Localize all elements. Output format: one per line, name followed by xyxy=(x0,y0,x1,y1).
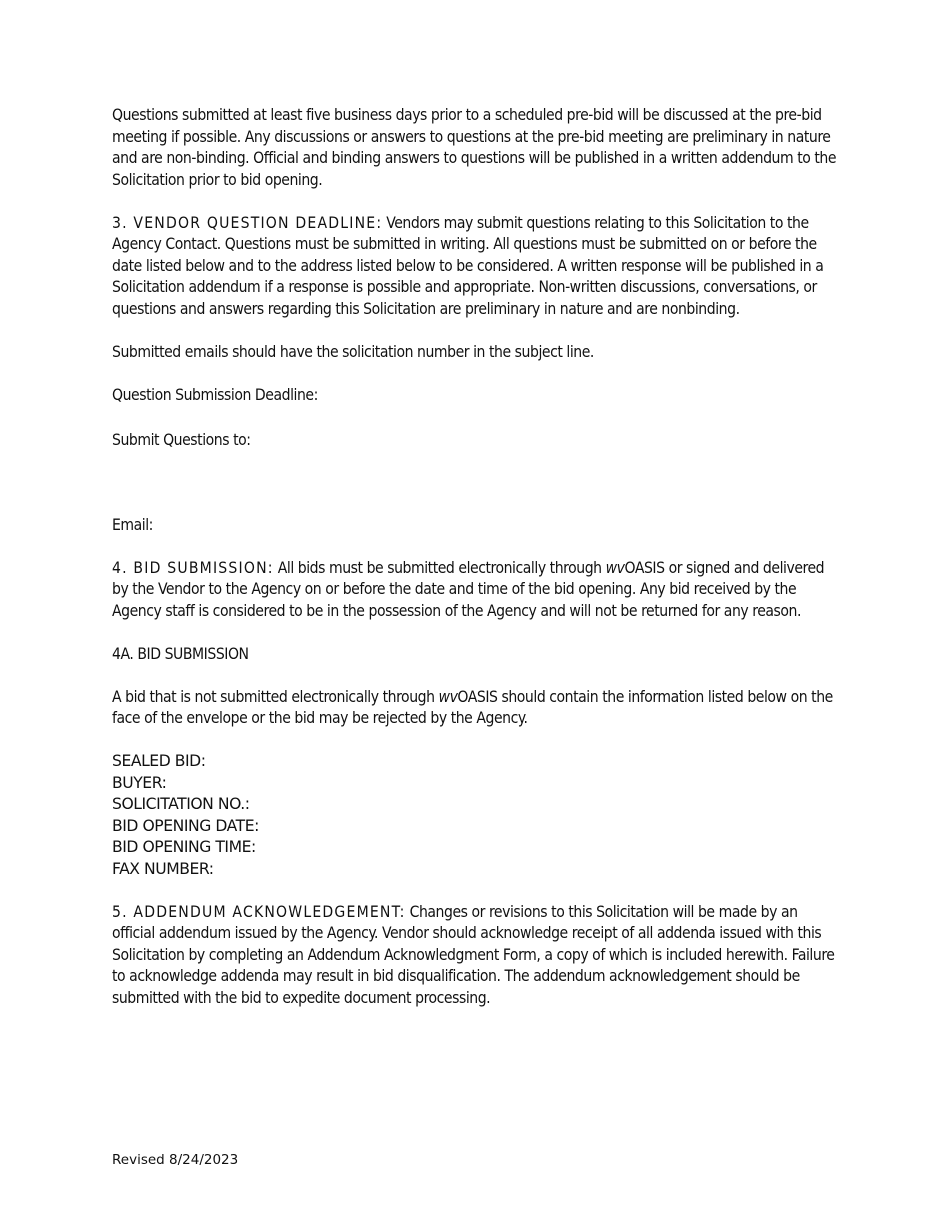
submit-questions-label: Submit Questions to: xyxy=(112,431,251,449)
section-4-heading: 4. BID SUBMISSION: xyxy=(112,558,274,577)
envelope-field: BID OPENING TIME: xyxy=(112,838,256,856)
section-4a-paragraph xyxy=(112,688,833,728)
envelope-field: SOLICITATION NO.: xyxy=(112,795,250,813)
section-5-heading: 5. ADDENDUM ACKNOWLEDGEMENT: xyxy=(112,902,406,921)
envelope-field: BID OPENING DATE: xyxy=(112,816,259,835)
section-3-heading: 3. VENDOR QUESTION DEADLINE: xyxy=(112,213,383,232)
revision-footer: Revised 8/24/2023 xyxy=(112,1152,239,1168)
section-4-body-before: All bids must be submitted electronically through xyxy=(273,558,606,577)
intro-paragraph xyxy=(112,106,836,189)
section-4-oasis: OASIS xyxy=(624,558,665,577)
envelope-field: FAX NUMBER: xyxy=(112,859,214,878)
section-4a-wv: wv xyxy=(438,687,458,706)
section-4-wv: wv xyxy=(605,558,625,577)
section-4-body-after: or signed and delivered by the Vendor to the Agency on or before the date and time of the bid opening. Any bid received by the Agency staff is considered to be in the possession of the Agency and will not be returned for any reason. xyxy=(112,558,825,620)
document-body xyxy=(112,105,840,1009)
section-4a-body-after: should contain the information listed below on the face of the envelope or the bid may be rejected by the Agency. xyxy=(112,687,833,727)
section-5-body: Changes or revisions to this Solicitation will be made by an official addendum issued by the Agency. Vendor should acknowledge receipt of all addenda issued with this Solicitation by completing an Addendum Acknowledgment Form, a copy of which is included herewith. Failure to acknowledge addenda may result in bid disqualification. The addendum acknowledgement should be submitted with the bid to expedite document processing. xyxy=(112,902,835,1007)
question-deadline-label: Question Submission Deadline: xyxy=(112,385,318,404)
section-5-paragraph xyxy=(112,903,835,1007)
section-4a-heading: 4A. BID SUBMISSION xyxy=(112,644,249,663)
envelope-field: SEALED BID: xyxy=(112,752,206,770)
intro-text: Questions submitted at least five business days prior to a scheduled pre-bid will be discussed at the pre-bid meeting if possible. Any discussions or answers to questions at the pre-bid meeting are preliminary in nature and are non-binding. Official and binding answers to questions will be published in a written addendum to the Solicitation prior to bid opening. xyxy=(112,106,837,189)
section-3-body: Vendors may submit questions relating to this Solicitation to the Agency Contact. Questions must be submitted in writing. All questions must be submitted on or before the date listed below and to the address listed below to be considered. A written response will be published in a Solicitation addendum if a response is possible and appropriate. Non-written discussions, conversations, or questions and answers regarding this Solicitation are preliminary in nature and are nonbinding. xyxy=(112,213,824,318)
section-4a-body-before: A bid that is not submitted electronically through xyxy=(112,687,439,706)
envelope-fields-list xyxy=(112,751,840,880)
envelope-field: BUYER: xyxy=(112,773,167,792)
section-4-paragraph xyxy=(112,559,824,620)
section-3-paragraph xyxy=(112,214,823,318)
email-label: Email: xyxy=(112,515,153,534)
section-4a-oasis: OASIS xyxy=(457,687,498,706)
emails-note: Submitted emails should have the solicitation number in the subject line. xyxy=(112,342,594,361)
